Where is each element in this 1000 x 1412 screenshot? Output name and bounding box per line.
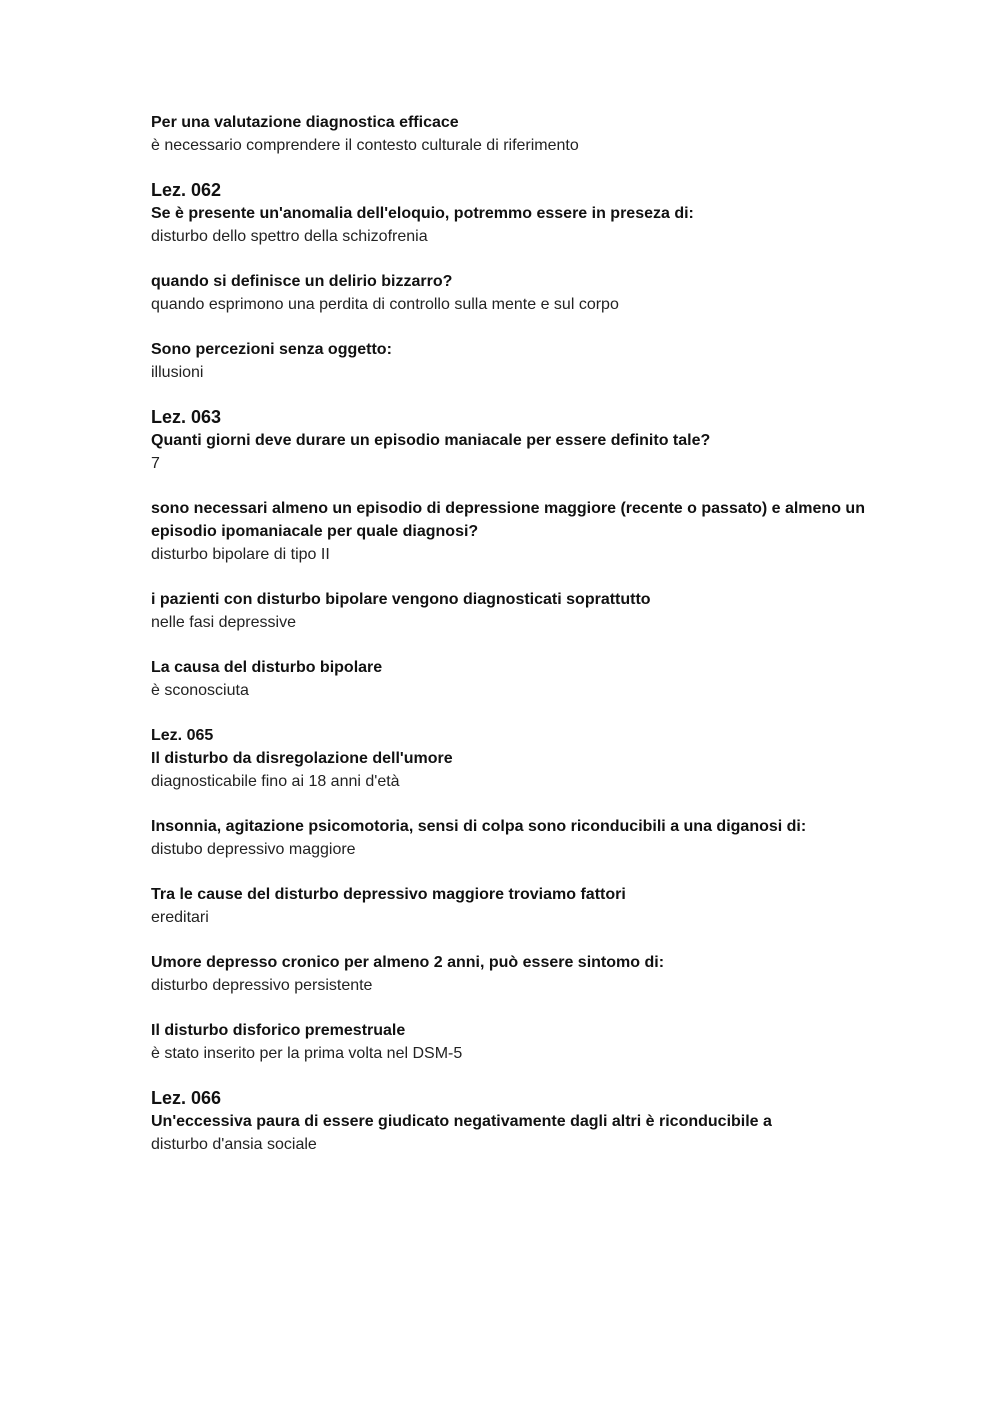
question: Umore depresso cronico per almeno 2 anni, può essere sintomo di:: [151, 954, 665, 971]
answer: ereditari: [151, 909, 209, 926]
question: Se è presente un'anomalia dell'eloquio, potremmo essere in preseza di:: [151, 205, 694, 222]
qa-item: [151, 951, 871, 997]
question: i pazienti con disturbo bipolare vengono diagnosticati soprattutto: [151, 591, 651, 608]
question: Il disturbo da disregolazione dell'umore: [151, 750, 453, 767]
question: quando si definisce un delirio bizzarro?: [151, 273, 453, 290]
question: Un'eccessiva paura di essere giudicato negativamente dagli altri è riconducibile a: [151, 1113, 772, 1130]
qa-item: [151, 270, 871, 316]
answer: 7: [151, 455, 160, 472]
question: sono necessari almeno un episodio di depressione maggiore (recente o passato) e almeno un episodio ipomaniacale per quale diagnosi?: [151, 500, 865, 540]
question: Insonnia, agitazione psicomotoria, sensi di colpa sono riconducibili a una diganosi di:: [151, 818, 807, 835]
question: Tra le cause del disturbo depressivo maggiore troviamo fattori: [151, 886, 626, 903]
qa-item: [151, 1019, 871, 1065]
question: Quanti giorni deve durare un episodio maniacale per essere definito tale?: [151, 432, 711, 449]
qa-item: [151, 111, 871, 157]
question: La causa del disturbo bipolare: [151, 659, 383, 676]
answer: distubo depressivo maggiore: [151, 841, 356, 858]
question: Per una valutazione diagnostica efficace: [151, 114, 459, 131]
answer: è stato inserito per la prima volta nel DSM-5: [151, 1045, 463, 1062]
lesson-heading: Lez. 062: [151, 180, 222, 200]
question: Il disturbo disforico premestruale: [151, 1022, 406, 1039]
qa-item: [151, 815, 871, 861]
qa-item: [151, 1110, 871, 1156]
answer: quando esprimono una perdita di controllo sulla mente e sul corpo: [151, 296, 619, 313]
lesson-heading: Lez. 066: [151, 1088, 222, 1108]
answer: diagnosticabile fino ai 18 anni d'età: [151, 773, 400, 790]
qa-item: [151, 338, 871, 384]
qa-item: [151, 429, 871, 475]
question: Sono percezioni senza oggetto:: [151, 341, 392, 358]
answer: è necessario comprendere il contesto culturale di riferimento: [151, 137, 579, 154]
lesson-heading: Lez. 063: [151, 407, 222, 427]
answer: disturbo bipolare di tipo II: [151, 546, 330, 563]
document-page: [151, 111, 871, 1156]
qa-item: [151, 497, 871, 566]
answer: nelle fasi depressive: [151, 614, 296, 631]
answer: illusioni: [151, 364, 204, 381]
qa-item: [151, 656, 871, 702]
lesson-heading: Lez. 065: [151, 727, 214, 744]
answer: disturbo d'ansia sociale: [151, 1136, 317, 1153]
qa-item: [151, 202, 871, 248]
qa-item: [151, 588, 871, 634]
qa-item: [151, 883, 871, 929]
answer: è sconosciuta: [151, 682, 249, 699]
qa-item: [151, 747, 871, 793]
answer: disturbo depressivo persistente: [151, 977, 373, 994]
answer: disturbo dello spettro della schizofrenia: [151, 228, 428, 245]
